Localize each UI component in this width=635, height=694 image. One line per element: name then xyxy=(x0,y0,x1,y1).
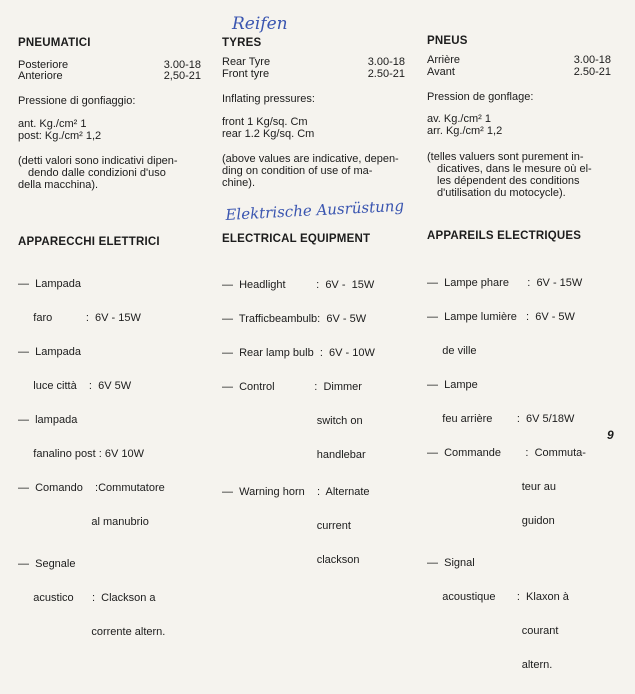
tyre-label: Arrière xyxy=(427,54,461,66)
list-item: guidon xyxy=(427,515,555,527)
list-item: handlebar xyxy=(222,449,366,461)
tyre-value: 2.50-21 xyxy=(573,66,611,78)
english-pressure-line: front 1 Kg/sq. Cm xyxy=(222,116,308,128)
handwritten-electrical-note: Elektrische Ausrüstung xyxy=(225,196,405,224)
list-item: courant xyxy=(427,625,559,637)
tyre-value: 3.00-18 xyxy=(163,59,201,71)
tyre-value: 2.50-21 xyxy=(367,68,405,80)
italian-tyre-row xyxy=(18,71,201,82)
list-item: — Lampe phare : 6V - 15W xyxy=(427,277,583,289)
french-column xyxy=(427,0,627,671)
list-item: faro : 6V - 15W xyxy=(18,312,141,324)
italian-electrical-list xyxy=(18,257,165,661)
list-item: — Commande : Commuta- xyxy=(427,447,586,459)
list-item: — Rear lamp bulb : 6V - 10W xyxy=(222,347,375,359)
list-item: — Lampe lumière : 6V - 5W xyxy=(427,311,575,323)
page-number: 9 xyxy=(607,428,614,442)
italian-electrical-heading: APPARECCHI ELETTRICI xyxy=(18,236,160,248)
list-item: — lampada xyxy=(18,414,78,426)
tyre-label: Posteriore xyxy=(18,59,69,71)
tyre-value: 3.00-18 xyxy=(573,54,611,66)
list-item: — Comando :Commutatore xyxy=(18,482,165,494)
english-note-line: (above values are indicative, depen- xyxy=(222,153,399,165)
tyre-value: 3.00-18 xyxy=(367,56,405,68)
list-item: — Lampada xyxy=(18,346,81,358)
list-item: feu arrière : 6V 5/18W xyxy=(427,413,575,425)
italian-note-line: della macchina). xyxy=(18,179,99,191)
list-item: de ville xyxy=(427,345,477,357)
english-column xyxy=(222,0,422,566)
french-note-line: les dépendent des conditions xyxy=(437,175,580,187)
list-item: — Trafficbeambulb: 6V - 5W xyxy=(222,313,367,325)
french-electrical-heading: APPAREILS ELECTRIQUES xyxy=(427,230,582,242)
tyre-label: Rear Tyre xyxy=(222,56,271,68)
list-item: corrente altern. xyxy=(18,626,166,638)
french-note-line: (telles valuers sont purement in- xyxy=(427,151,584,163)
english-electrical-list xyxy=(222,258,375,589)
list-item: — Headlight : 6V - 15W xyxy=(222,279,375,291)
english-note-line: ding on condition of use of ma- xyxy=(222,165,373,177)
french-note-line: dicatives, dans le mesure où el- xyxy=(437,163,592,175)
french-pressure-line: av. Kg./cm² 1 xyxy=(427,113,491,125)
list-item: current xyxy=(222,520,351,532)
list-item: fanalino post : 6V 10W xyxy=(18,448,144,460)
english-pressure-line: rear 1.2 Kg/sq. Cm xyxy=(222,128,315,140)
list-item: acustico : Clackson a xyxy=(18,592,156,604)
list-item: — Lampe xyxy=(427,379,478,391)
french-electrical-list xyxy=(427,256,586,694)
list-item: — Warning horn : Alternate xyxy=(222,486,370,498)
french-note-line: d'utilisation du motocycle). xyxy=(437,187,566,199)
list-item: teur au xyxy=(427,481,556,493)
italian-pressure-line: post: Kg./cm² 1,2 xyxy=(18,130,102,142)
list-item: acoustique : Klaxon à xyxy=(427,591,569,603)
english-pressure-title: Inflating pressures: xyxy=(222,93,315,105)
french-pressure-line: arr. Kg./cm² 1,2 xyxy=(427,125,503,137)
list-item: switch on xyxy=(222,415,363,427)
tyre-value: 2,50-21 xyxy=(163,70,201,82)
italian-column xyxy=(18,0,218,638)
english-electrical-heading: ELECTRICAL EQUIPMENT xyxy=(222,233,371,245)
list-item: — Segnale xyxy=(18,558,76,570)
list-item: — Control : Dimmer xyxy=(222,381,362,393)
french-tyres-heading: PNEUS xyxy=(427,35,468,47)
italian-note-line: (detti valori sono indicativi dipen- xyxy=(18,155,178,167)
french-tyre-row xyxy=(427,55,611,66)
french-pressure-title: Pression de gonflage: xyxy=(427,91,534,103)
tyre-label: Avant xyxy=(427,66,455,78)
list-item: — Lampada xyxy=(18,278,81,290)
french-tyre-row xyxy=(427,67,611,78)
italian-pressure-title: Pressione di gonfiaggio: xyxy=(18,95,136,107)
handwritten-tyres-note: Reifen xyxy=(232,14,288,34)
english-tyre-row xyxy=(222,69,405,80)
list-item: al manubrio xyxy=(18,516,149,528)
english-tyres-heading: TYRES xyxy=(222,37,262,49)
list-item: clackson xyxy=(222,554,360,566)
italian-note-line: dendo dalle condizioni d'uso xyxy=(28,167,166,179)
tyre-label: Anteriore xyxy=(18,70,63,82)
italian-pressure-line: ant. Kg./cm² 1 xyxy=(18,118,87,130)
list-item: altern. xyxy=(427,659,553,671)
italian-tyres-heading: PNEUMATICI xyxy=(18,37,91,49)
english-tyre-row xyxy=(222,57,405,68)
list-item: — Signal xyxy=(427,557,475,569)
list-item: luce città : 6V 5W xyxy=(18,380,132,392)
tyre-label: Front tyre xyxy=(222,68,270,80)
english-note-line: chine). xyxy=(222,177,256,189)
